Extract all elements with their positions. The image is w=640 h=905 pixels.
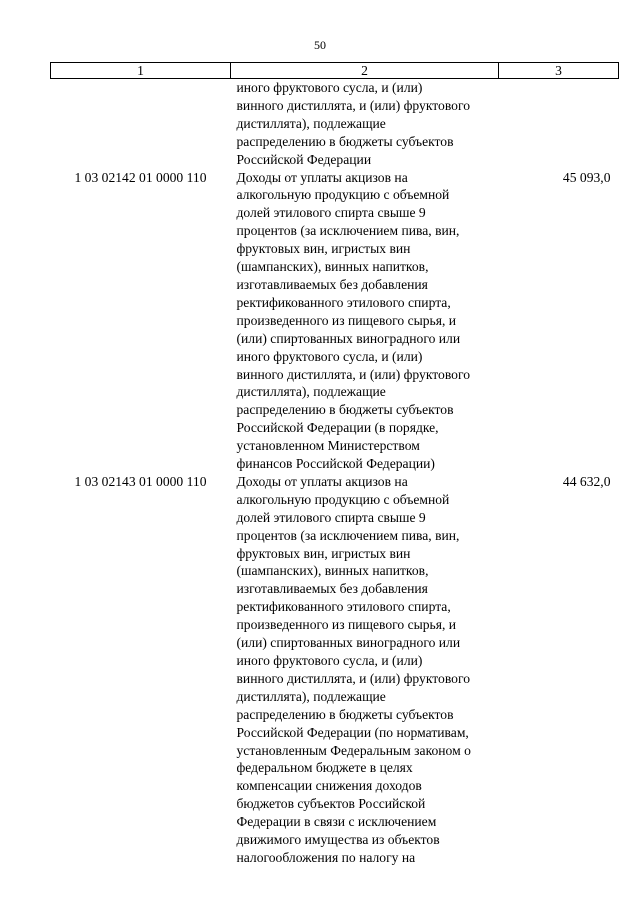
description-line: компенсации снижения доходов <box>236 778 422 794</box>
table-header-row <box>51 63 619 79</box>
column-header-1: 1 <box>51 63 231 79</box>
description-line: ректификованного этилового спирта, <box>236 599 451 615</box>
description-line: Доходы от уплаты акцизов на <box>236 169 408 185</box>
row-description <box>231 79 499 169</box>
description-line: распределению в бюджеты субъектов <box>236 706 454 722</box>
row-code: 1 03 02143 01 0000 110 <box>74 473 207 489</box>
description-line: Федерации в связи с исключением <box>236 814 437 830</box>
description-line: Российской Федерации (в порядке, <box>236 420 439 436</box>
revenue-table <box>50 62 619 867</box>
row-code <box>51 79 231 169</box>
description-line: распределению в бюджеты субъектов <box>236 402 454 418</box>
description-line: долей этилового спирта свыше 9 <box>236 509 426 525</box>
description-line: иного фруктового сусла, и (или) <box>236 653 423 668</box>
description-line: произведенного из пищевого сырья, и <box>236 617 457 633</box>
description-line: распределению в бюджеты субъектов <box>236 133 454 149</box>
description-line: Российской Федерации (по нормативам, <box>236 724 469 740</box>
description-line: изготавливаемых без добавления <box>236 581 428 597</box>
description-line: финансов Российской Федерации) <box>236 456 435 472</box>
description-line: долей этилового спирта свыше 9 <box>236 205 426 221</box>
column-header-3: 3 <box>499 63 619 79</box>
description-line: дистиллята), подлежащие <box>236 688 386 704</box>
description-line: установленном Министерством <box>236 438 420 454</box>
description-line: винного дистиллята, и (или) фруктового <box>236 97 470 113</box>
page-number: 50 <box>314 38 326 52</box>
description-line: алкогольную продукцию с объемной <box>236 187 450 203</box>
description-line: произведенного из пищевого сырья, и <box>236 312 457 328</box>
description-line: иного фруктового сусла, и (или) <box>236 348 423 364</box>
description-line: процентов (за исключением пива, вин, <box>236 527 460 543</box>
row-description <box>231 473 499 867</box>
description-line: установленным Федеральным законом о <box>236 742 471 758</box>
description-line: бюджетов субъектов Российской <box>236 796 426 812</box>
description-line: (или) спиртованных виноградного или <box>236 635 461 651</box>
row-amount: 45 093,0 <box>562 169 611 185</box>
row-code: 1 03 02142 01 0000 110 <box>74 169 207 185</box>
description-line: Доходы от уплаты акцизов на <box>236 473 408 489</box>
description-line: дистиллята), подлежащие <box>236 384 386 400</box>
description-line: процентов (за исключением пива, вин, <box>236 223 460 239</box>
row-description <box>231 169 499 473</box>
description-line: изготавливаемых без добавления <box>236 276 428 292</box>
description-line: дистиллята), подлежащие <box>236 115 386 131</box>
description-line: федеральном бюджете в целях <box>236 760 413 776</box>
description-line: (шампанских), винных напитков, <box>236 259 429 275</box>
table-row <box>51 169 619 473</box>
description-line: винного дистиллята, и (или) фруктового <box>236 670 470 686</box>
table-row <box>51 473 619 867</box>
column-header-2: 2 <box>231 63 499 79</box>
row-amount: 44 632,0 <box>562 473 611 489</box>
description-line: фруктовых вин, игристых вин <box>236 241 411 257</box>
description-line: (или) спиртованных виноградного или <box>236 330 461 346</box>
description-line: движимого имущества из объектов <box>236 832 440 848</box>
description-line: (шампанских), винных напитков, <box>236 563 429 579</box>
description-line: иного фруктового сусла, и (или) <box>236 80 423 95</box>
description-line: алкогольную продукцию с объемной <box>236 491 450 507</box>
table-row-continuation <box>51 79 619 169</box>
description-line: фруктовых вин, игристых вин <box>236 545 411 561</box>
description-line: ректификованного этилового спирта, <box>236 294 451 310</box>
description-line: винного дистиллята, и (или) фруктового <box>236 366 470 382</box>
description-line: Российской Федерации <box>236 151 372 167</box>
description-line: налогообложения по налогу на <box>236 849 416 865</box>
row-amount <box>499 79 619 169</box>
